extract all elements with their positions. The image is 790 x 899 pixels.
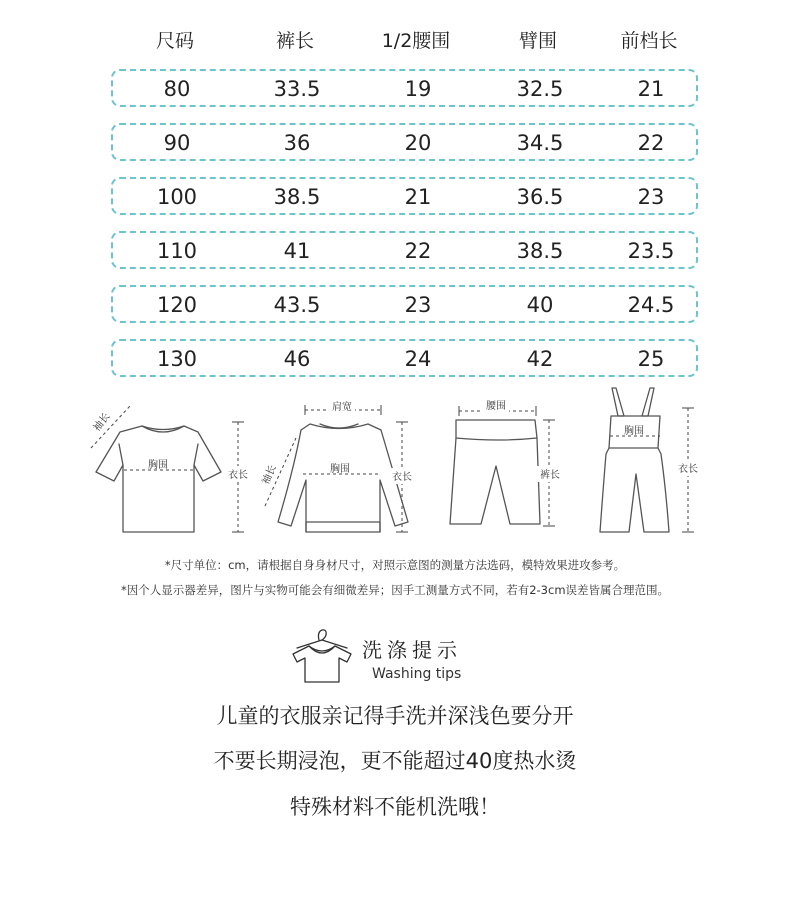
label-shoulder: 肩宽 [332, 402, 352, 413]
cell-front-rise: 23 [637, 185, 665, 209]
washing-subtitle: Washing tips [372, 666, 462, 682]
label-waist: 腰围 [486, 401, 506, 412]
cell-size: 120 [156, 293, 198, 317]
cell-front-rise: 21 [637, 77, 665, 101]
cell-arm: 34.5 [516, 131, 564, 155]
header-half-waist: 1/2腰围 [381, 30, 451, 52]
overalls-drawing [600, 388, 669, 532]
washing-title: 洗涤提示 [362, 638, 462, 662]
shorts-drawing [450, 420, 540, 524]
cell-size: 80 [163, 77, 191, 101]
table-row [111, 123, 698, 161]
header-front-rise: 前档长 [620, 30, 678, 52]
label-chest-tee: 胸围 [148, 460, 168, 471]
table-row [111, 69, 698, 107]
table-row [111, 177, 698, 215]
label-chest-long: 胸围 [330, 464, 350, 475]
cell-half-waist: 24 [404, 347, 432, 371]
label-sleeve-long: 袖长 [260, 463, 279, 487]
cell-size: 110 [156, 239, 198, 263]
cell-arm: 36.5 [516, 185, 564, 209]
note-difference: *因个人显示器差异，图片与实物可能会有细微差异；因手工测量方式不同，若有2-3cm误差皆属合理范围。 [120, 583, 670, 597]
label-length-overalls: 衣长 [678, 464, 698, 475]
cell-pants-length: 41 [283, 239, 311, 263]
size-table-header [0, 24, 790, 54]
cell-half-waist: 22 [404, 239, 432, 263]
hanger-shirt-icon [289, 626, 355, 684]
cell-front-rise: 23.5 [627, 239, 675, 263]
label-chest-overalls: 胸围 [624, 426, 644, 437]
cell-half-waist: 19 [404, 77, 432, 101]
label-sleeve-tee: 袖长 [91, 411, 113, 434]
table-row [111, 231, 698, 269]
cell-pants-length: 38.5 [273, 185, 321, 209]
label-length-tee: 衣长 [228, 470, 248, 481]
label-length-long: 衣长 [392, 472, 412, 483]
cell-pants-length: 36 [283, 131, 311, 155]
cell-arm: 42 [526, 347, 554, 371]
table-row [111, 339, 698, 377]
cell-arm: 32.5 [516, 77, 564, 101]
tshirt-drawing [96, 426, 221, 532]
cell-front-rise: 22 [637, 131, 665, 155]
cell-pants-length: 43.5 [273, 293, 321, 317]
header-arm: 臂围 [518, 30, 558, 52]
cell-front-rise: 24.5 [627, 293, 675, 317]
cell-arm: 38.5 [516, 239, 564, 263]
washing-tip-1: 儿童的衣服亲记得手洗并深浅色要分开 [216, 704, 574, 728]
table-row [111, 285, 698, 323]
label-pants-length: 裤长 [540, 470, 560, 481]
header-pants-length: 裤长 [275, 30, 315, 52]
washing-tip-3: 特殊材料不能机洗哦！ [290, 795, 500, 819]
cell-half-waist: 20 [404, 131, 432, 155]
cell-arm: 40 [526, 293, 554, 317]
cell-size: 130 [156, 347, 198, 371]
cell-front-rise: 25 [637, 347, 665, 371]
washing-tip-2: 不要长期浸泡，更不能超过40度热水烫 [213, 749, 577, 773]
measurement-diagram [0, 386, 790, 546]
cell-size: 100 [156, 185, 198, 209]
cell-pants-length: 33.5 [273, 77, 321, 101]
cell-half-waist: 21 [404, 185, 432, 209]
cell-pants-length: 46 [283, 347, 311, 371]
cell-half-waist: 23 [404, 293, 432, 317]
header-size: 尺码 [155, 30, 195, 52]
note-unit: *尺寸单位：cm，请根据自身身材尺寸，对照示意图的测量方法选码，模特效果进攻参考。 [164, 558, 626, 572]
cell-size: 90 [163, 131, 191, 155]
